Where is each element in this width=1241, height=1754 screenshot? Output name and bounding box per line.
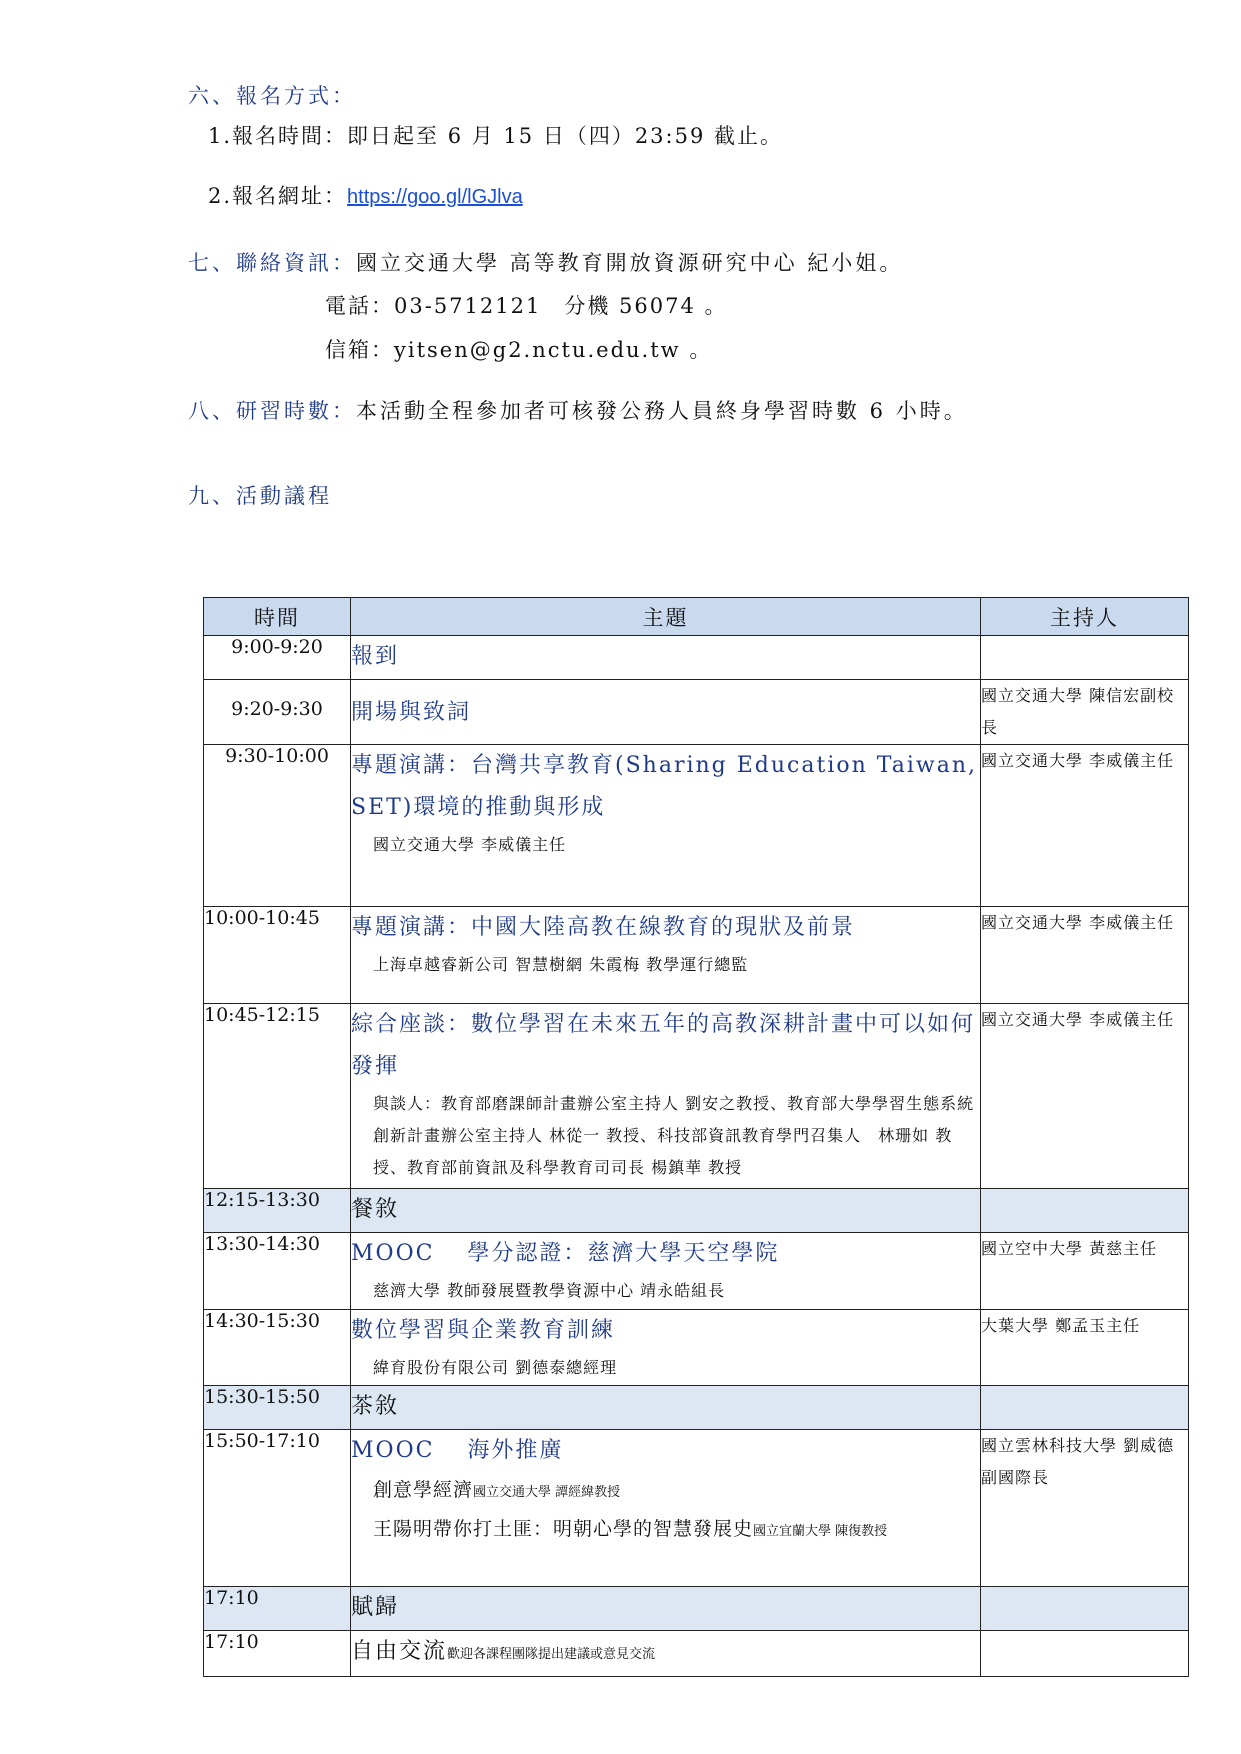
row-time: 17:10 [204,1631,351,1677]
registration-url-link[interactable]: https://goo.gl/lGJlva [347,186,523,208]
row-time: 9:20-9:30 [204,680,351,745]
table-row [204,1631,1189,1677]
row-host: 國立交通大學 陳信宏副校長 [981,680,1189,745]
table-header-row [204,598,1189,636]
row-time: 10:45-12:15 [204,1004,351,1189]
training-heading: 八、研習時數： [188,399,356,423]
row-speaker: 緯育股份有限公司 劉德泰總經理 [373,1358,618,1377]
row-title: MOOC 學分認證：慈濟大學天空學院 [351,1241,780,1266]
row-time: 12:15-13:30 [204,1189,351,1233]
table-row [204,1189,1189,1233]
row-host [981,636,1189,680]
row-speaker: 與談人：教育部磨課師計畫辦公室主持人 劉安之教授、教育部大學學習生態系統創新計畫辦公室主持人 林從一 教授、科技部資訊教育學門召集人 林珊如 教授、教育部前資訊及科學教育司司長 楊鎮華 教授 [373,1094,975,1177]
row-host: 國立雲林科技大學 劉威德 副國際長 [981,1430,1189,1587]
table-row [204,1587,1189,1631]
row-speaker-2 [351,1511,980,1550]
table-row [204,745,1189,907]
col-topic-header: 主題 [351,598,981,636]
row-topic [351,1233,981,1310]
table-row [204,1386,1189,1430]
row-topic [351,680,981,745]
row-title [351,1631,980,1676]
row-host: 國立空中大學 黃慈主任 [981,1233,1189,1310]
row-topic [351,1631,981,1677]
speaker-course: 創意學經濟 [373,1479,474,1501]
row-host [981,1189,1189,1233]
row-topic [351,1004,981,1189]
contact-phone: 電話：03-5712121 分機 56074 。 [325,294,728,318]
table-row [204,636,1189,680]
row-time: 13:30-14:30 [204,1233,351,1310]
row-title: 餐敘 [351,1197,400,1222]
row-title: MOOC 海外推廣 [351,1438,564,1463]
contact-org: 國立交通大學 高等教育開放資源研究中心 紀小姐。 [356,251,904,275]
row-title: 專題演講：台灣共享教育(Sharing Education Taiwan, SET)環境的推動與形成 [351,753,977,820]
table-row [204,1004,1189,1189]
row-time: 17:10 [204,1587,351,1631]
row-host: 大葉大學 鄭孟玉主任 [981,1310,1189,1386]
registration-url-line [208,180,523,210]
row-speaker: 國立交通大學 李威儀主任 [373,835,567,854]
row-host: 國立交通大學 李威儀主任 [981,907,1189,1004]
row-topic [351,1587,981,1631]
training-text: 本活動全程參加者可核發公務人員終身學習時數 6 小時。 [356,399,968,423]
row-host [981,1631,1189,1677]
table-row [204,1430,1189,1587]
row-title: 數位學習與企業教育訓練 [351,1318,616,1343]
registration-url-label: 2.報名網址： [208,184,348,208]
row-topic [351,636,981,680]
row-topic [351,745,981,907]
col-host-header: 主持人 [981,598,1189,636]
row-host [981,1587,1189,1631]
table-row [204,1233,1189,1310]
row-host: 國立交通大學 李威儀主任 [981,745,1189,907]
speaker-course: 王陽明帶你打土匪：明朝心學的智慧發展史 [373,1518,754,1540]
row-speaker: 慈濟大學 教師發展暨教學資源中心 靖永皓組長 [373,1281,726,1300]
row-time: 10:00-10:45 [204,907,351,1004]
row-title: 茶敘 [351,1394,400,1419]
row-time: 9:30-10:00 [204,745,351,907]
row-host [981,1386,1189,1430]
contact-email: 信箱：yitsen@g2.nctu.edu.tw 。 [325,338,713,362]
contact-section [188,247,903,277]
row-topic [351,1189,981,1233]
agenda-table [203,597,1189,1677]
row-title: 專題演講：中國大陸高教在線教育的現狀及前景 [351,915,856,940]
row-time: 14:30-15:30 [204,1310,351,1386]
row-topic [351,1386,981,1430]
row-time: 9:00-9:20 [204,636,351,680]
row-title: 綜合座談：數位學習在未來五年的高教深耕計畫中可以如何發揮 [351,1012,976,1079]
table-row [204,907,1189,1004]
training-section [188,395,968,425]
row-speaker-1 [351,1472,980,1511]
row-topic [351,907,981,1004]
registration-heading: 六、報名方式： [188,84,356,108]
table-row [204,1310,1189,1386]
row-topic [351,1430,981,1587]
row-time: 15:30-15:50 [204,1386,351,1430]
speaker-name: 國立交通大學 譚經緯教授 [473,1485,621,1500]
row-title-note: 歡迎各課程團隊提出建議或意見交流 [447,1647,656,1662]
speaker-name: 國立宜蘭大學 陳復教授 [753,1524,888,1539]
row-host: 國立交通大學 李威儀主任 [981,1004,1189,1189]
row-title: 開場與致詞 [351,700,472,725]
table-row [204,680,1189,745]
contact-heading: 七、聯絡資訊： [188,251,356,275]
row-title-main: 自由交流 [351,1639,448,1664]
registration-time: 1.報名時間：即日起至 6 月 15 日（四）23:59 截止。 [208,124,784,148]
col-time-header: 時間 [204,598,351,636]
row-title: 賦歸 [351,1595,400,1620]
agenda-heading: 九、活動議程 [188,484,332,508]
row-speaker: 上海卓越睿新公司 智慧樹網 朱霞梅 教學運行總監 [373,955,749,974]
row-time: 15:50-17:10 [204,1430,351,1587]
row-title: 報到 [351,644,400,669]
row-topic [351,1310,981,1386]
